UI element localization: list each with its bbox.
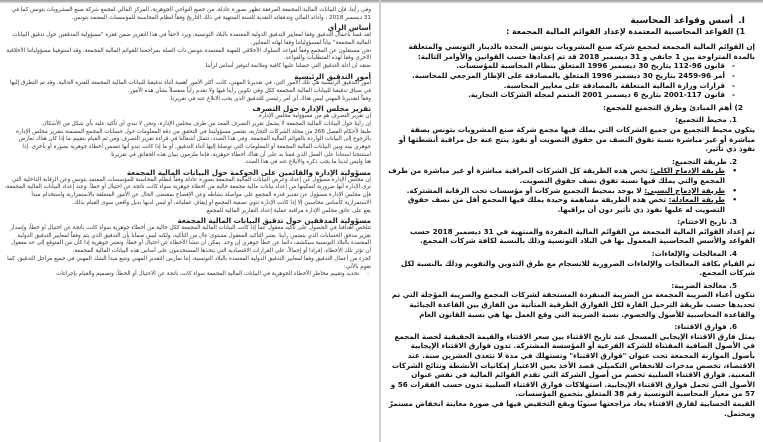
method-text: تخص هذه الطريقة مساهمة وحيدة يملك فيها المجمع أقل من نصف حقوق التصويت له عليها نفوذ ذي تأثير دون أن يراقبها.: [407, 195, 725, 214]
auditor-tasks-list: [4, 271, 371, 279]
page-divider: [379, 0, 381, 442]
section-title-text: أسس وقواعد المحاسبة: [630, 16, 734, 26]
board-report-text-2: إن رأينا حول البيانات المالية المجمعة لا يشمل تقرير التصرف المعد من طرف مجلس الإدارة، ونحن لا نبدي أي تأكيد عليه بأي شكل من الأشكال.: [40, 120, 371, 127]
board-report-text-4: هنا وليس لدينا ما يجب ذكره والابلاغ عنه في هذا الصدد.: [243, 159, 371, 166]
basis-title: أساس الرأي: [327, 23, 371, 33]
goodwill-text: يمثل فارق الاقتناء الإيجابي المسجل عند تاريخ الاقتناء بين سعر الاقتناء والقيمة الحقيقية لحصة المجمع في الأصول الصافية المقتناة للشركة الفرعية أو المؤسسة المشتركة. تدون فوارق الاقتناء الإيجابية بأصول الموازنة المجمعة تحت عنوان "فوارق الاقتناء" وتستهلك في مدة لا تتعدى العشرين سنة. عند الاقتضاء، تخصص مدخرات للانخفاض التكميلي قصد الأخذ بعين الاعتبار إمكانيات الأنشطة ونتائج الشركات المعنية. فوارق الاقتناء السلبية تخصم من أصول الشركة التي تقدم القوائم المالية في نفس عنوان الأصول التي تحمل فوارق الاقتناء الإيجابية. استهلاكات فوارق الاقتناء السلبية تدون حسب الفقرات 56 و 57 من معيار المحاسبة التونسية رقم 38 المتعلق بتجميع المؤسسات.: [390, 331, 755, 399]
board-report-text-3: طبقا لأحكام الفصل 266 من مجلة الشركات التجارية، تقتصر مسؤوليتنا في التحقق من دقة المعلومات حول حسابات المجمع المضمنة بتقرير مجلس الإدارة بالرجوع إلى البيانات الواردة بالقوائم المالية المجمعة. وفي هذا الصدد، تتمثل أشغالنا في قراءة تقرير التصرف ومن ثم القيام بتقييم ما إذا كان هناك تعارض جوهري بينه وبين البيانات المالية المجمعة أو المعلومات التي توصلنا إليها أثناء التدقيق، أو ما إذا كانت تبدو أنها تتضمن أخطاء جوهرية بصورة أو بأخرى. إذا استنتجنا استنادا على العمل الذي قمنا به على أن هناك أخطاء جوهرية، فإننا ملزمون ببيان هذه الحقائق في تقريرنا.: [15, 128, 371, 158]
adjustments-title: 4. المعالجات والإلغاءات:: [651, 249, 737, 259]
method-label: طريقة الإدماج النسبي:: [644, 185, 725, 195]
subsection-2-title: 2) أهم المبادئ وطرق التجميع للمجمع:: [603, 102, 743, 112]
method-text: تخص هذه الطريقة كل الشركات المراقبة مباشرة أو غير مباشرة من طرف المجمع والتي يملك فيها نسبة تفوق نصف حقوق التصويت.: [388, 166, 725, 185]
list-item: - تحديد وتقييم مخاطر الأخطاء الجوهرية في البيانات المالية المجمعة سواء كانت ناتجة عن الاحتيال أو الخطأ، وتصميم والقيام بإجراءات: [4, 271, 359, 279]
kam-text-2: وفقاً لتقديرنا المهني ليس هناك أي أمر رئيسي للتدقيق الذي يجب الابلاغ عنه في تقريرنا.: [169, 95, 371, 102]
governance-text: إن مجلس الإدارة مسؤول عن إعداد وعرض البيانات المالية المجمعة بصورة عادلة وفقاً لنظام المحاسبة للمؤسسات المعتمد بتونس وعن الرقابة الداخلية التي ترى الإدارة أنها ضرورية لتمكينها من إعداد بيانات مالية مجمعة خالية من أخطاء جوهرية سواء كانت ناتجة عن احتيال أو خطأ. وعند إعداد البيانات المالية المجمعة، فإن مجلس الإدارة مسؤول عن تقدير قدرة المجمع على مواصلة نشاطه وعن الإفصاح بمقتضى الحال عن الأمور المتعلقة بالاستمرارية واستخدام مبدأ الاستمرارية كأساس محاسبي إلا إذا كانت الإدارة تنوي تصفية المجمع أو إيقاف عملياته، أو ليس لديها بديل واقعي سوى القيام بذلك.: [4, 176, 371, 206]
method-label: طريقة المعادلة:: [668, 195, 725, 205]
opinion-text: وفي رأينا، فإن البيانات المالية المجمعة المرفقة تظهر بصورة عادلة، من جميع النواحي الجوهرية، المركز المالي لمجمع شركة صنع المشروبات بتونس كما في 31 ديسمبر 2018 ، وأدائه المالي وتدفقاته النقدية للسنة المنتهية في ذلك التاريخ وفقاً لنظام المحاسبة للمؤسسات المعتمد بتونس.: [11, 7, 371, 21]
closing-date-text: تم إعداد القوائم المالية المجمعة من القوائم المالية المفردة والمنتهية في 31 ديسمبر 2018 حسب القواعد والأسس المحاسبية المعمول بها في البلاد التونسية وذلك بالنسبة لكافة شركات المجمع.: [410, 226, 755, 246]
section-title: [387, 17, 745, 27]
method-title: 2. طريقة التجميع:: [671, 156, 737, 166]
auditor-responsibility-text: تتلخص أهدافنا في الحصول على تأكيد معقول عما إذا كانت البيانات المالية المجمعة ككل خالية من أخطاء جوهرية سواء كانت ناتجة عن احتيال أو خطأ، وإصدار تقرير مدقق الحسابات الذي يتضمن رأينا. يعتبر التأكيد المعقول مستوى عال من التأكيد، ولكنه ليس ضمانا بأن التدقيق الذي يتم وفقاً لمعايير التدقيق الدولية المعتمدة بالبلاد التونسية سيكشف دائما عن خطأ جوهري إن وجد. يمكن أن تنشأ الأخطاء عن احتيال أو خطأ، وتعتبر جوهرية إذا كان من المتوقع إلى حد معقول أن تؤثر تلك الأخطاء، إفرادا أو إجمالاً، على القرارات الاقتصادية التي يتخذها المستخدمون على أساس هذه البيانات المالية المجمعة.: [10, 224, 371, 255]
method-text: لا يوجد بمحيط التجميع شركات أو مؤسسات تحت الرقابة المشتركة.: [406, 185, 642, 195]
tax-text: تتكون أعباء الضريبة المجمعة من الضريبة المنفردة المستحقة لشركات المجمع والضريبة المؤجلة التي تم تحديدها حسب طريقة الترحيل القارة لكل الفوارق الظرفية المتأتية من الفارق بين القاعدة الجبائية والقاعدة المحاسبية للأصول والخصوم. نسبة الضريبة التي وقع العمل بها هي نسبة القانون العام: [391, 290, 755, 319]
subsection-1-intro: إن القوائم المالية المجمعة لمجمع شركة صنع المشروبات بتونس المحدة بالدينار التونسي والمتعلقة بالمدة المتراوحة بين 1 جانفي و 31 ديسمبر 2018 قد تم إعدادها حسب القوانين والأوامر التالية:: [408, 42, 755, 61]
board-report-text: إن تقرير التصرف هو من مسؤولية مجلس الإدارة.: [257, 113, 371, 120]
basis-text-2: نحن مستقلون عن المجمع وفقاً لقواعد السلوك الأخلاقي للمهنة المعتمدة بتونس ذات الصلة بمراجعتنا للقوائم المالية المجمعة. وقد استوفينا مسؤولياتنا الأخلاقية الأخرى وفقا لهذه المتطلبات والقواعد.: [6, 47, 371, 62]
laws-list: [387, 61, 755, 99]
subsection-1-title: 1) القواعد المحاسبية المعتمدة لإعداد القوائم المالية المجمعة :: [506, 26, 745, 36]
list-item: [387, 195, 725, 214]
auditor-responsibility-text-2: كجزء من أعمال التدقيق وفقا لمعايير التدقيق الدولية المعتمدة بالبلاد التونسية، إننا نمارس التقدير المهني ونتبع مبدأ الشك المهني في جميع مراحل التدقيق. كما نقوم بالآتي:: [7, 255, 371, 270]
scope-text: يتكون محيط التجميع من جميع الشركات التي يملك فيها مجمع شركة صنع المشروبات بتونس بصفة مباشرة أو غير مباشرة نسبة تفوق النصف من حقوق التصويت أو نفوذ ينتج عنه حل مراقبة أنشطتها أو نفوذ ذي تأثير.: [398, 124, 755, 154]
scope-title: 1. محيط التجميع:: [675, 115, 737, 125]
goodwill-title: 6. فوارق الاقتناء:: [674, 322, 737, 332]
list-item: [387, 166, 725, 185]
auditor-responsibility-title: مسؤولية المدققين حول تدقيق البيانات المالية المجمعة: [177, 216, 371, 226]
basis-text: لقد قمنا بأعمال التدقيق وفقا لمعايير التدقيق الدولية المعتمدة بالبلاد التونسية، ويرد لاحقاً في هذا التقرير ضمن فقرة "مسؤولية المدققين حول تدقيق البيانات المالية المجمعة" بياناً لمسؤولياتنا وفقا لهاته المعايير.: [12, 32, 371, 46]
basis-text-3: نعتقد أن أدلة التدقيق التي حصلنا عليها كافية وملائمة لتوفير أساس لرأينا.: [203, 62, 371, 69]
method-label: طريقة الإدماج الكلي:: [650, 166, 725, 176]
kam-title: أمور التدقيق الرئيسية: [294, 71, 371, 81]
governance-title: مسؤولية الإدارة والقائمين على الحوكمة حول البيانات المالية المجمعة: [126, 168, 371, 178]
list-item: - قانون 96-112 بتاريخ 30 ديسمبر 1996 المتعلق بنظام المحاسبة للمؤسسات.: [387, 61, 725, 71]
governance-text-2: يقع على عاتق مجلس الإدارة مراقبة عملية إعداد التقارير المالية للمجمع.: [204, 207, 371, 214]
list-item: - قرارات وزارة المالية المتعلقة بالمصادقة على معايير المحاسبة.: [387, 81, 725, 91]
kam-text: أمور التدقيق الرئيسية هي تلك الأمور التي، في تقديرنا المهني، كانت أكثر الأمور أهمية أثناء تدقيقنا للبيانات المالية المجمعة للفترة الحالية. وقد تم التطرق إليها في سياق تدقيقنا للبيانات المالية المجمعة ككل وفي تكوين رأينا فيها ولا نقدم رأياً منفصلاً بشأن هذه الأمور.: [9, 80, 371, 95]
list-item: [387, 186, 725, 196]
goodwill-text-2: القيمة الحسابية لفارق الاقتناء يعاد مراجعتها سنويًا ويقع التخفيض فيها في صورة معاينة انخفاض مستمرّ ومحتمل.: [388, 398, 755, 418]
section-number: I.: [738, 16, 745, 26]
list-item: - قانون 117-2001 بتاريخ 6 ديسمبر 2001 المتمم لمجلة الشركات التجارية.: [387, 90, 725, 100]
document-page-right: [381, 3, 763, 442]
list-item: - أمر 96-2459 بتاريخ 30 ديسمبر 1996 المتعلق بالمصادقة على الإطار المرجعي للمحاسبة.: [387, 71, 725, 81]
methods-list: [387, 166, 755, 214]
document-page-left: [0, 3, 379, 442]
adjustments-text: تم القيام بكافة المعالجات والإلغاءات الضرورية للانسجام مع طرق التدوين والتقويم وذلك بالنسبة لكل شركات المجمع.: [400, 258, 755, 278]
board-report-title: تقرير مجلس الإدارة حول التصرف: [252, 104, 371, 114]
closing-date-title: 3. تاريخ الاختتام:: [677, 217, 737, 227]
tax-title: 5. معالجة الضريبة:: [671, 280, 737, 290]
